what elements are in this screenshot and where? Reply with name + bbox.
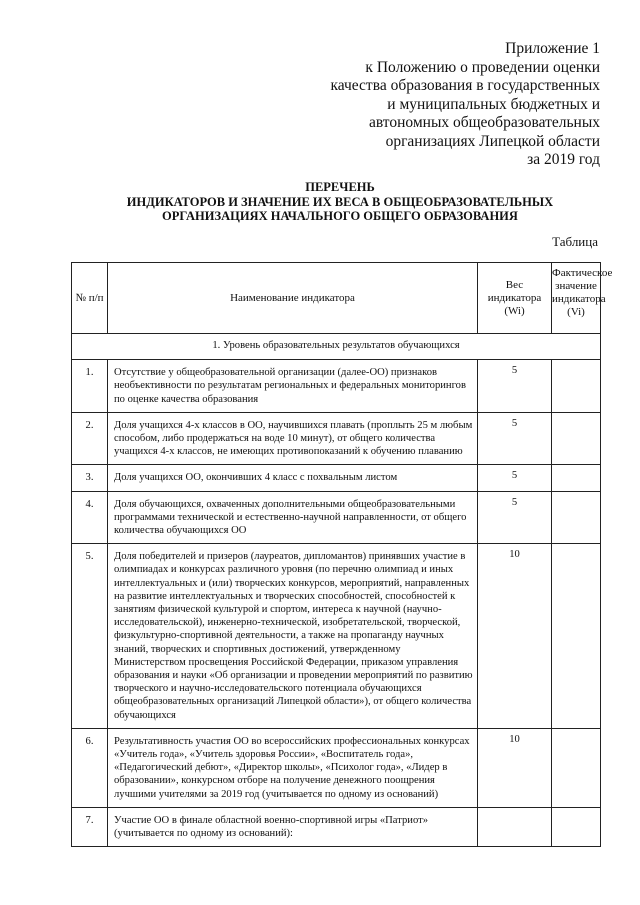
row-weight: 5 <box>478 412 552 465</box>
row-weight: 10 <box>478 544 552 729</box>
appendix-line: автономных общеобразовательных <box>368 114 600 131</box>
row-name: Отсутствие у общеобразовательной организации (далее-ОО) признаков необъективности по результатам региональных и федеральных мониторингов по оценке качества образования <box>108 360 478 413</box>
title-line-1: ПЕРЕЧЕНЬ <box>305 180 375 194</box>
appendix-block <box>330 40 600 170</box>
title-line-3: ОРГАНИЗАЦИЯХ НАЧАЛЬНОГО ОБЩЕГО ОБРАЗОВАНИЯ <box>162 209 518 223</box>
table-label: Таблица <box>552 234 598 249</box>
title-line-2: ИНДИКАТОРОВ И ЗНАЧЕНИЕ ИХ ВЕСА В ОБЩЕОБРАЗОВАТЕЛЬНЫХ <box>126 194 554 209</box>
table-row <box>72 465 601 491</box>
appendix-line: Приложение 1 <box>505 40 600 57</box>
table-row <box>72 544 601 729</box>
row-num: 5. <box>72 544 108 729</box>
appendix-line: и муниципальных бюджетных и <box>387 95 600 113</box>
row-weight: 5 <box>478 360 552 413</box>
row-num: 1. <box>72 360 108 413</box>
section-title: 1. Уровень образовательных результатов обучающихся <box>72 334 601 360</box>
row-value <box>552 728 601 807</box>
row-value <box>552 465 601 491</box>
header-weight: Вес индикатора (Wi) <box>478 263 552 334</box>
row-num: 2. <box>72 412 108 465</box>
row-value <box>552 412 601 465</box>
indicators-table <box>71 262 613 847</box>
appendix-line: к Положению о проведении оценки <box>365 58 600 76</box>
row-value <box>552 360 601 413</box>
row-value <box>552 544 601 729</box>
row-value <box>552 807 601 846</box>
row-weight <box>478 807 552 846</box>
row-weight: 5 <box>478 465 552 491</box>
table-row <box>72 807 601 846</box>
row-name: Доля обучающихся, охваченных дополнительными общеобразовательными программами технической и естественно-научной направленности, от общего количества обучающихся ОО <box>108 491 478 544</box>
table-row <box>72 491 601 544</box>
row-num: 6. <box>72 728 108 807</box>
table-row <box>72 728 601 807</box>
section-row <box>72 334 601 360</box>
row-weight: 10 <box>478 728 552 807</box>
appendix-line: за 2019 год <box>527 151 600 168</box>
row-num: 4. <box>72 491 108 544</box>
row-num: 7. <box>72 807 108 846</box>
row-name: Доля учащихся 4-х классов в ОО, научившихся плавать (проплыть 25 м любым способом, либо продержаться на воде 10 минут), от общего количества учащихся 4-х классов, не имеющих противопоказаний к обучению плаванию <box>108 412 478 465</box>
document-title <box>70 180 610 224</box>
row-num: 3. <box>72 465 108 491</box>
row-name: Доля победителей и призеров (лауреатов, дипломантов) принявших участие в олимпиадах и конкурсах различного уровня (по перечню олимпиад и иных интеллектуальных и (или) творческих конкурсов, мероприятий, направленных на развитие интеллектуальных и творческих способностей, способностей к занятиям физической культурой и спортом, интереса к научной (научно-исследовательской), инженерно-технической, изобретательской, творческой, физкультурно-спортивной деятельности, а также на пропаганду научных знаний, творческих и спортивных достижений, утвержденному Министерством просвещения Российской Федерации, приказом управления образования и науки «Об организации и проведении мероприятий по развитию творческого и научно-исследовательского потенциала обучающихся общеобразовательных организаций Липецкой области»), от общего количества обучающихся <box>108 544 478 729</box>
header-value: Фактическое значение индикатора (Vi) <box>552 263 601 334</box>
appendix-line: организациях Липецкой области <box>385 132 600 150</box>
row-name: Результативность участия ОО во всероссийских профессиональных конкурсах «Учитель года», «Учитель здоровья России», «Воспитатель года», «Педагогический дебют», «Директор школы», «Психолог года», «Лидер в образовании», конкурсном отборе на получение денежного поощрения лучшими учителями за 2019 год (учитывается по одному из оснований) <box>108 728 478 807</box>
table-row <box>72 412 601 465</box>
row-value <box>552 491 601 544</box>
appendix-line: качества образования в государственных <box>330 77 600 94</box>
header-num: № п/п <box>72 263 108 334</box>
header-row <box>72 263 601 334</box>
row-weight: 5 <box>478 491 552 544</box>
header-name: Наименование индикатора <box>108 263 478 334</box>
row-name: Доля учащихся ОО, окончивших 4 класс с похвальным листом <box>108 465 478 491</box>
table-row <box>72 360 601 413</box>
row-name: Участие ОО в финале областной военно-спортивной игры «Патриот» (учитывается по одному из оснований): <box>108 807 478 846</box>
